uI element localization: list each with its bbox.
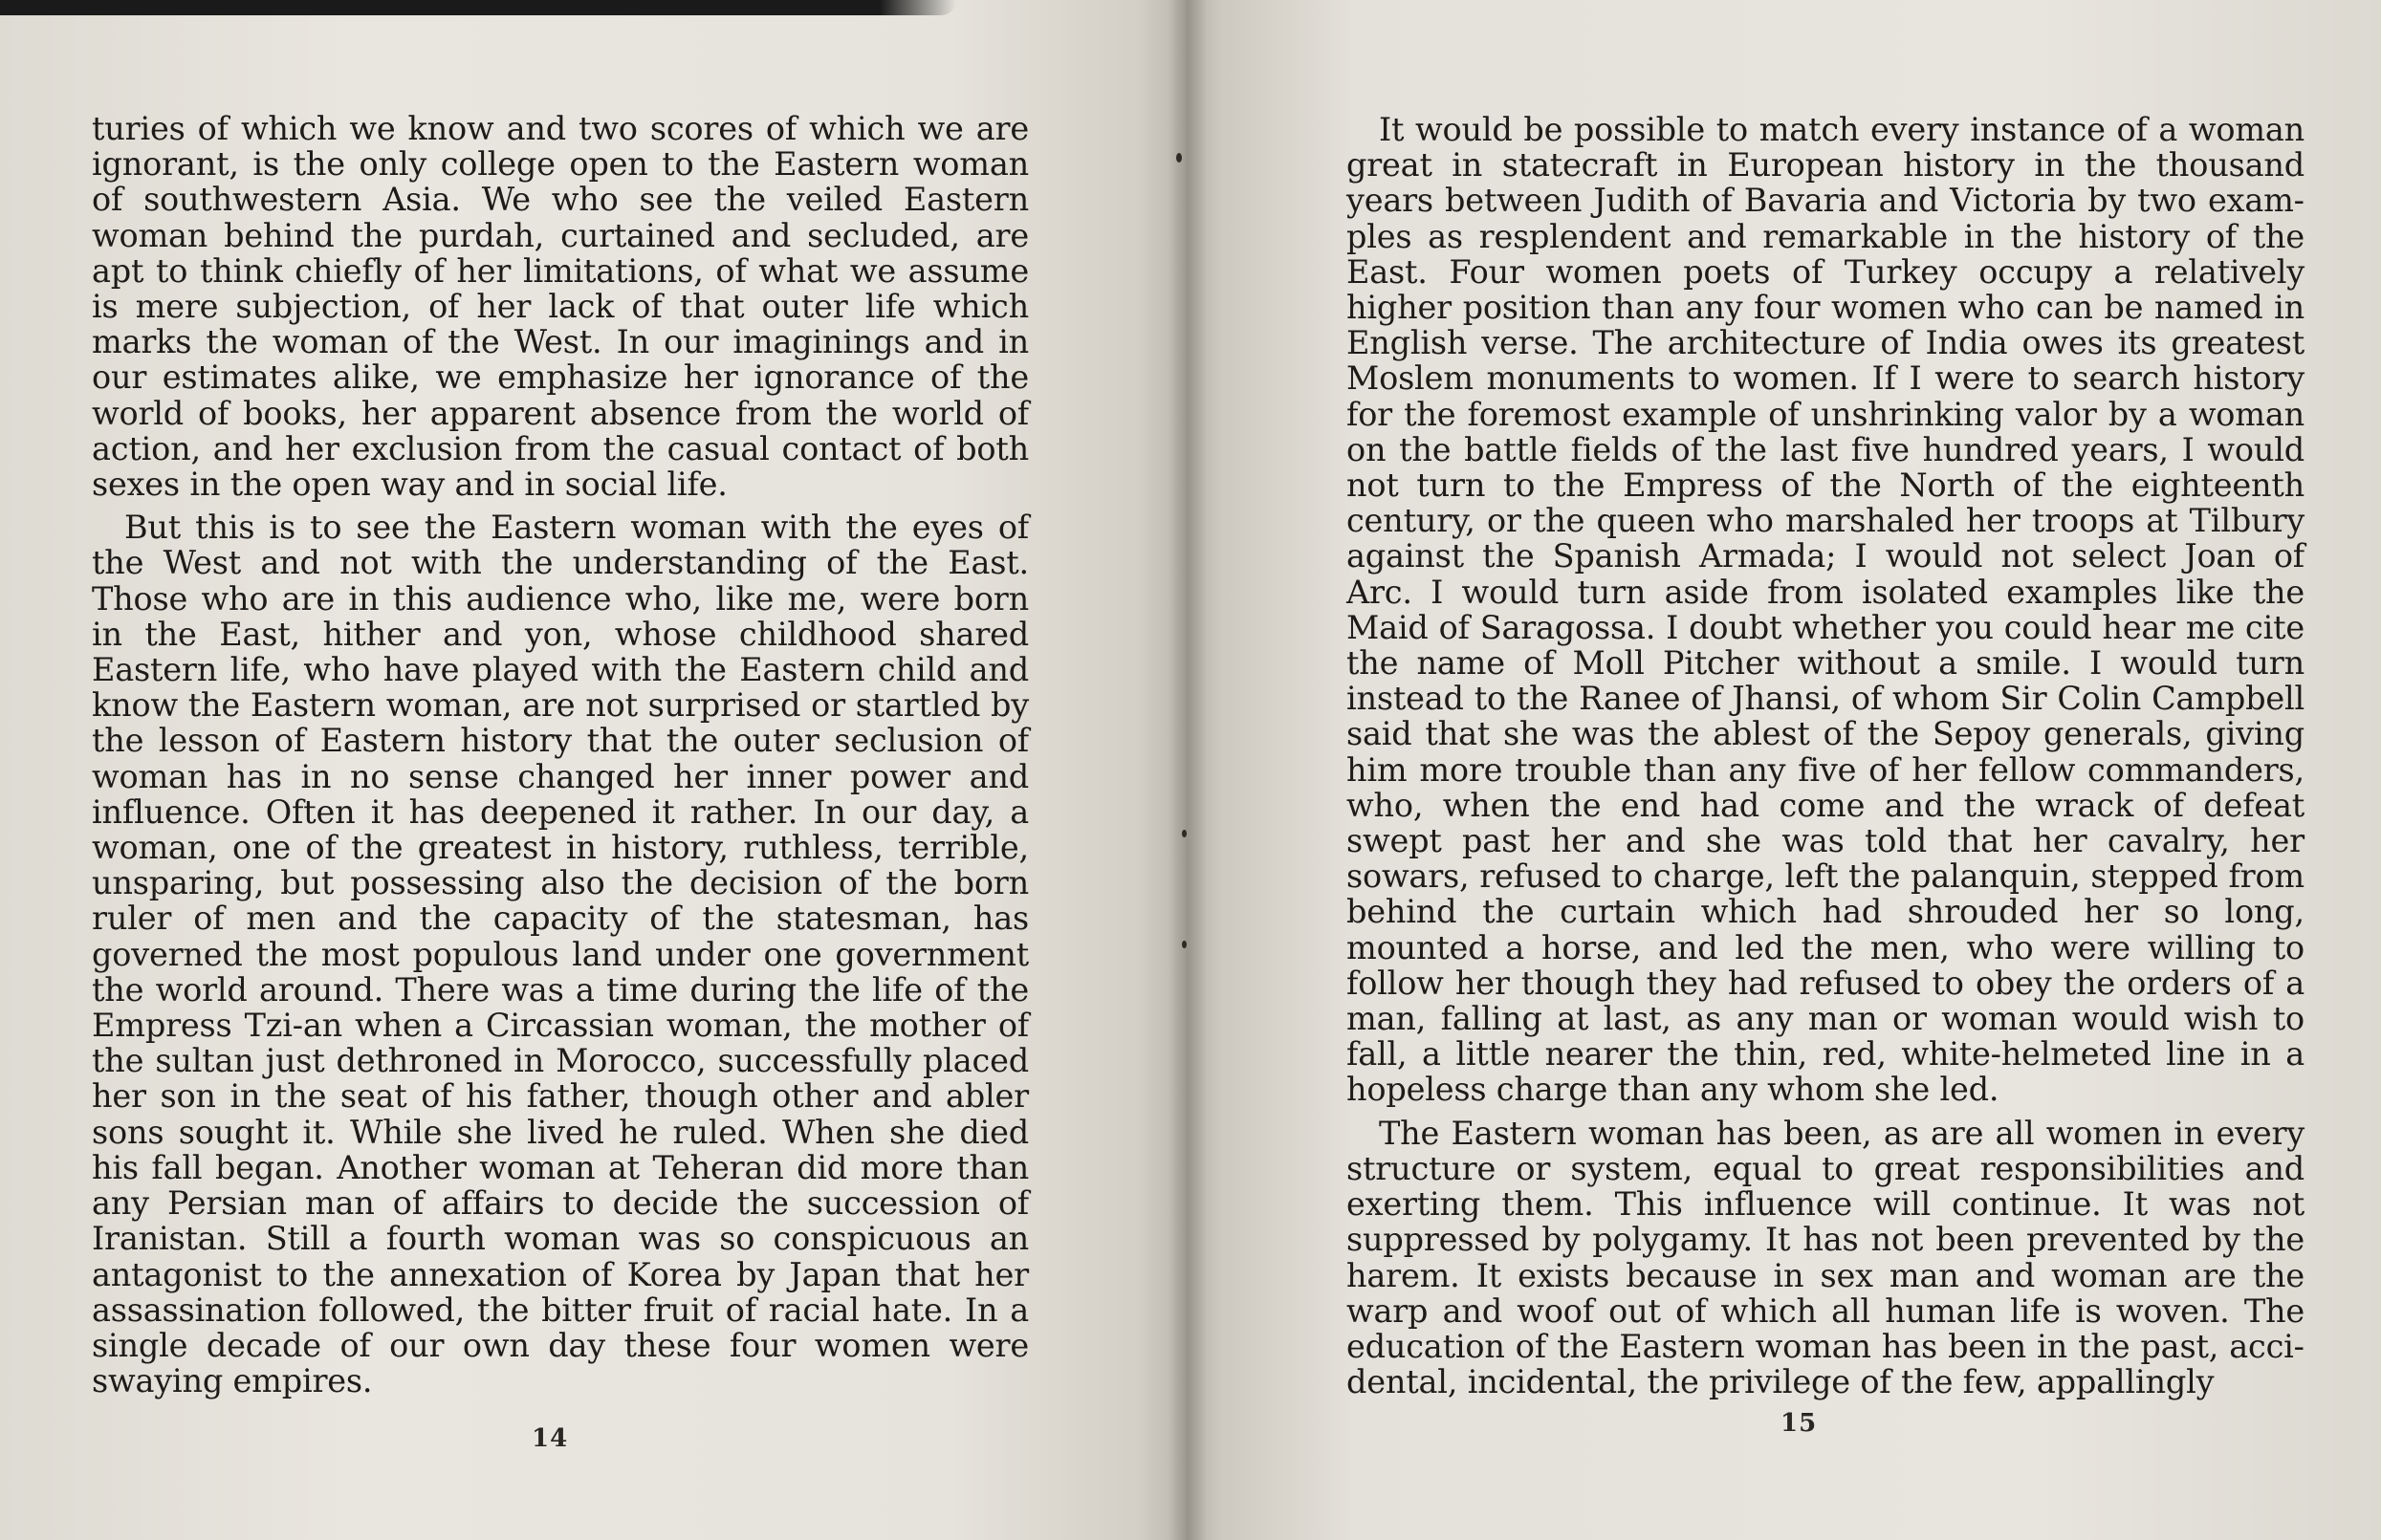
paper-speck bbox=[1182, 830, 1187, 837]
left-page bbox=[0, 0, 1186, 1540]
left-page-body bbox=[92, 111, 1029, 1406]
paper-speck bbox=[1176, 153, 1182, 163]
left-page-number: 14 bbox=[532, 1424, 569, 1453]
right-page bbox=[1186, 0, 2381, 1540]
left-paragraph-2: But this is to see the Eastern woman with the eyes of the West and not with the understanding of the East. Those who are in this audience who, like me, were born in the East, hither and yon, whose childhood shared Eastern life, who have played with the Eastern child and know the Eastern woman, are not surprised or startled by the lesson of Eastern history that the outer seclusion of woman has in no sense changed her inner power and influence. Often it has deepened it rather. In our day, a woman, one of the greatest in history, ruthless, terrible, unsparing, but possessing also the decision of the born ruler of men and the capacity of the statesman, has governed the most populous land under one government the world around. There was a time during the life of the Empress Tzi-an when a Circassian woman, the mother of the sultan just dethroned in Morocco, successfully placed her son in the seat of his father, though other and abler sons sought it. While she lived he ruled. When she died his fall began. Another woman at Teheran did more than any Persian man of affairs to decide the succession of Iranistan. Still a fourth woman was so conspicuous an antagonist to the annexation of Korea by Japan that her assassination followed, the bitter fruit of racial hate. In a single decade of our own day these four women were swaying empires. bbox=[92, 509, 1029, 1400]
top-edge-shadow bbox=[0, 0, 956, 15]
paper-speck bbox=[1182, 941, 1187, 948]
right-paragraph-2: The Eastern woman has been, as are all women in every structure or system, equal to great responsibilities and exerting them. This influence will continue. It was not suppressed by polygamy. It has not been prevented by the harem. It exists because in sex man and woman are the warp and woof out of which all human life is woven. The education of the Eastern woman has been in the past, accidental, incidental, the privilege of the few, appallingly bbox=[1346, 1114, 2305, 1401]
right-page-body bbox=[1346, 112, 2305, 1407]
right-page-number: 15 bbox=[1780, 1409, 1818, 1438]
right-paragraph-1: It would be possible to match every instance of a woman great in statecraft in European history in the thousand years between Judith of Bavaria and Victoria by two examples as resplendent and remarkable in the history of the East. Four women poets of Turkey occupy a relatively higher position than any four women who can be named in English verse. The architecture of India owes its greatest Moslem monuments to women. If I were to search history for the foremost example of unshrinking valor by a woman on the battle fields of the last five hundred years, I would not turn to the Empress of the North of the eighteenth century, or the queen who marshaled her troops at Tilbury against the Spanish Armada; I would not select Joan of Arc. I would turn aside from isolated examples like the Maid of Saragossa. I doubt whether you could hear me cite the name of Moll Pitcher without a smile. I would turn instead to the Ranee of Jhansi, of whom Sir Colin Campbell said that she was the ablest of the Sepoy generals, giving him more trouble than any five of her fellow commanders, who, when the end had come and the wrack of defeat swept past her and she was told that her cavalry, her sowars, refused to charge, left the palanquin, stepped from behind the curtain which had shrouded her so long, mounted a horse, and led the men, who were willing to follow her though they had refused to obey the orders of a man, falling at last, as any man or woman would wish to fall, a little nearer the thin, red, white-helmeted line in a hopeless charge than any whom she led. bbox=[1346, 111, 2305, 1109]
left-paragraph-1: turies of which we know and two scores of which we are ignorant, is the only college open to the Eastern woman of southwestern Asia. We who see the veiled Eastern woman behind the purdah, curtained and secluded, are apt to think chiefly of her limitations, of what we assume is mere subjection, of her lack of that outer life which marks the woman of the West. In our imaginings and in our estimates alike, we emphasize her ignorance of the world of books, her apparent absence from the world of action, and her exclusion from the casual contact of both sexes in the open way and in social life. bbox=[92, 110, 1029, 504]
